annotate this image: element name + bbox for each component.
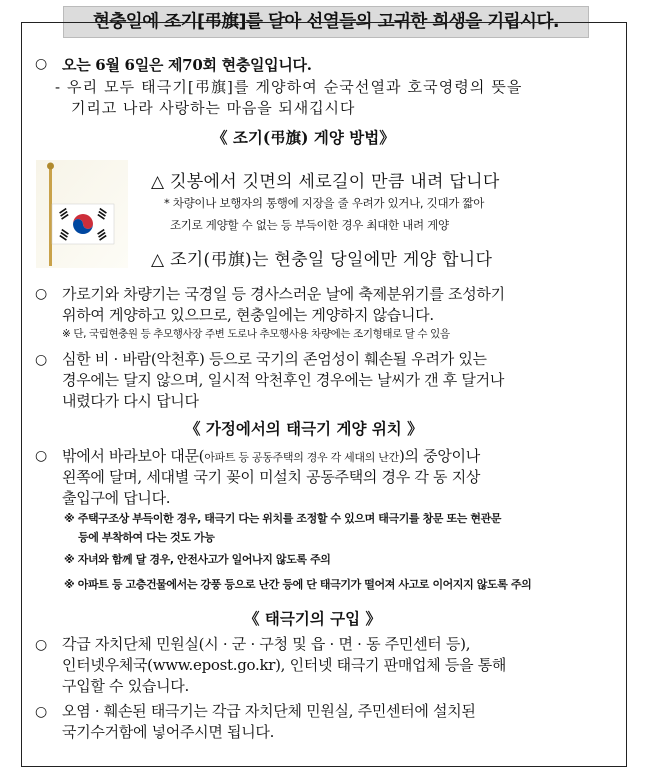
intro-line-2: - 우리 모두 태극기[弔旗]를 게양하여 순국선열과 호국영령의 뜻을	[55, 78, 523, 96]
bullet-symbol: ○	[35, 286, 48, 302]
section-heading-purchase: 《 태극기의 구입 》	[244, 609, 382, 628]
position-line-2: 왼쪽에 달며, 세대별 국기 꽂이 미설치 공동주택의 경우 각 동 지상	[62, 468, 481, 486]
position-note-1a: ※ 주택구조상 부득이한 경우, 태극기 다는 위치를 조정할 수 있으며 태극기를 창문 또는 현관문	[64, 512, 502, 525]
weather-line-2: 경우에는 달지 않으며, 일시적 악천후인 경우에는 날씨가 갠 후 달거나	[62, 371, 505, 389]
street-flag-line-2: 위하여 게양하고 있으므로, 현충일에는 게양하지 않습니다.	[62, 306, 434, 324]
position-note-3: ※ 아파트 등 고층건물에서는 강풍 등으로 난간 등에 단 태극기가 떨어져 사고로 이어지지 않도록 주의	[64, 578, 532, 591]
position-line-1: 밖에서 바라보아 대문(아파트 등 공동주택의 경우 각 세대의 난간)의 중앙이나	[62, 447, 480, 465]
method-note-1b: 조기로 게양할 수 없는 등 부득이한 경우 최대한 내려 게양	[170, 218, 449, 232]
section-heading-half-mast: 《 조기(弔旗) 게양 방법》	[212, 128, 395, 147]
intro-headline: 오는 6월 6일은 제70회 현충일입니다.	[62, 56, 312, 74]
bullet-symbol: ○	[35, 56, 48, 72]
position-line-3: 출입구에 답니다.	[62, 489, 171, 507]
street-flag-note: ※ 단, 국립현충원 등 추모행사장 주변 도로나 추모행사용 차량에는 조기형태로 달 수 있음	[62, 328, 450, 340]
page-title: 현충일에 조기[弔旗]를 달아 선열들의 고귀한 희생을 기립시다.	[63, 6, 589, 38]
street-flag-line-1: 가로기와 차량기는 국경일 등 경사스러운 날에 축제분위기를 조성하기	[62, 285, 505, 303]
bullet-symbol: ○	[35, 704, 48, 720]
weather-line-3: 내렸다가 다시 답니다	[62, 392, 199, 410]
bullet-symbol: ○	[35, 448, 48, 464]
position-note-2: ※ 자녀와 함께 달 경우, 안전사고가 일어나지 않도록 주의	[64, 553, 331, 566]
purchase-line-2: 인터넷우체국(www.epost.go.kr), 인터넷 태극기 판매업체 등을 통해	[62, 656, 507, 674]
disposal-line-2: 국기수거함에 넣어주시면 됩니다.	[62, 723, 275, 741]
bullet-symbol: ○	[35, 352, 48, 368]
method-item-1: △ 깃봉에서 깃면의 세로길이 만큼 내려 답니다	[151, 172, 500, 192]
weather-line-1: 심한 비 · 바람(악천후) 등으로 국기의 존엄성이 훼손될 우려가 있는	[62, 350, 487, 368]
method-item-2: △ 조기(弔旗)는 현충일 당일에만 게양 합니다	[151, 250, 493, 270]
position-note-1b: 등에 부착하여 다는 것도 가능	[78, 531, 215, 544]
half-mast-flag-illustration	[36, 160, 128, 268]
intro-line-3: 기리고 나라 사랑하는 마음을 되새깁시다	[71, 99, 356, 117]
bullet-symbol: ○	[35, 637, 48, 653]
purchase-line-3: 구입할 수 있습니다.	[62, 677, 189, 695]
section-heading-home-position: 《 가정에서의 태극기 게양 위치 》	[185, 419, 423, 438]
method-note-1a: * 차량이나 보행자의 통행에 지장을 줄 우려가 있거나, 깃대가 짧아	[164, 196, 485, 210]
disposal-line-1: 오염 · 훼손된 태극기는 각급 자치단체 민원실, 주민센터에 설치된	[62, 702, 476, 720]
purchase-line-1: 각급 자치단체 민원실(시 · 군 · 구청 및 읍 · 면 · 동 주민센터 등),	[62, 635, 471, 653]
